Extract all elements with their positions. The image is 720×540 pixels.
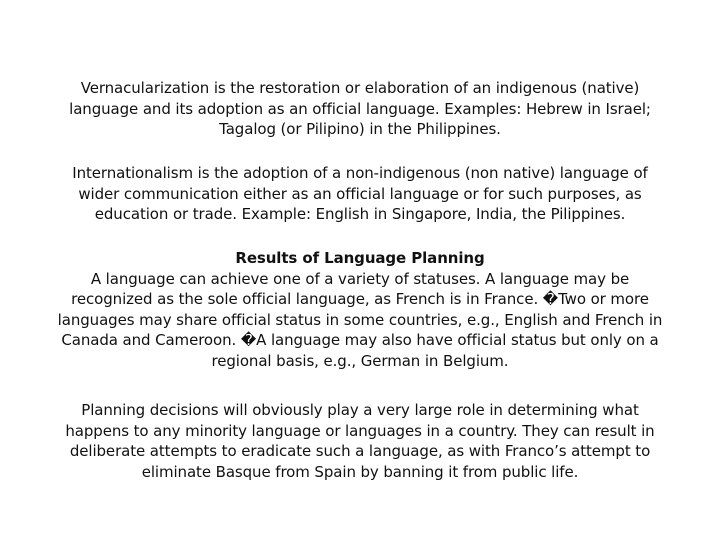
replacement-glyph: �	[240, 331, 257, 349]
internationalism-paragraph	[40, 163, 680, 225]
planning-line-2: happens to any minority language or languages in a country. They can result in	[65, 421, 655, 440]
results-line-2-b: Two or more	[558, 290, 649, 308]
vernacularization-line-1	[40, 78, 680, 99]
internationalism-term: Internationalism	[72, 164, 193, 182]
results-line-5: regional basis, e.g., German in Belgium.	[211, 351, 509, 370]
planning-line-3: deliberate attempts to eradicate such a language, as with Franco’s attempt to	[69, 442, 651, 460]
planning-line-1: Planning decisions will obviously play a very large role in determining what	[81, 401, 639, 419]
vernacularization-line-3: Tagalog (or Pilipino) in the Philippines.	[219, 120, 501, 138]
results-paragraph	[40, 248, 680, 371]
vernacularization-line-2: language and its adoption as an official language. Examples: Hebrew in Israel;	[69, 99, 651, 118]
internationalism-line-1-text: is the adoption of a non-indigenous (non native) language of	[192, 164, 648, 182]
results-line-4-b: A language may also have official status but only on a	[256, 331, 659, 349]
results-line-4-a: Canada and Cameroon.	[61, 331, 241, 349]
internationalism-line-2: wider communication either as an official language or for such purposes, as	[78, 184, 642, 203]
results-heading: Results of Language Planning	[235, 249, 485, 267]
vernacularization-line-1-text: is the restoration or elaboration of an indigenous (native)	[209, 79, 640, 97]
results-line-1: A language can achieve one of a variety of statuses. A language may be	[90, 269, 630, 288]
results-line-3: languages may share official status in some countries, e.g., English and French in	[57, 310, 663, 329]
results-line-4	[40, 330, 680, 351]
vernacularization-paragraph	[40, 78, 680, 140]
results-line-2	[40, 289, 680, 310]
planning-paragraph	[40, 400, 680, 482]
results-line-2-a: recognized as the sole official language, as French is in France.	[71, 290, 543, 308]
internationalism-line-3: education or trade. Example: English in Singapore, India, the Pilippines.	[94, 205, 626, 223]
vernacularization-term: Vernacularization	[80, 79, 210, 97]
replacement-glyph: �	[542, 290, 559, 308]
internationalism-line-1	[40, 163, 680, 184]
planning-line-4: eliminate Basque from Spain by banning it from public life.	[141, 462, 579, 481]
